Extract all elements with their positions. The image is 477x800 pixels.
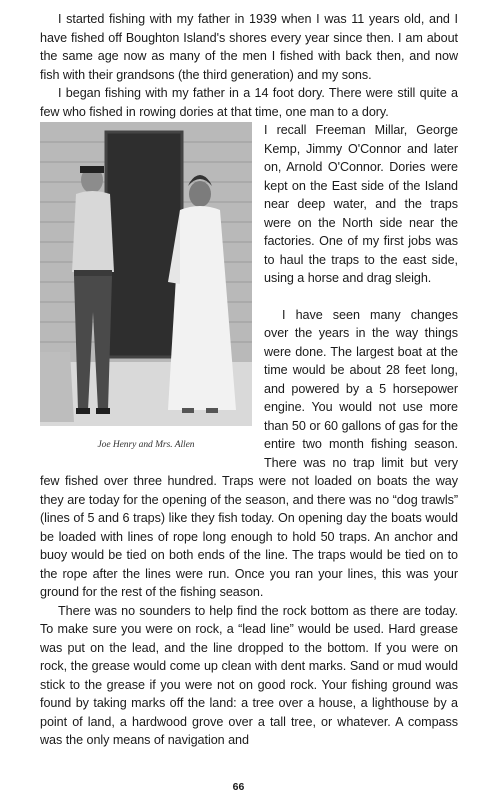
photo-figure (40, 122, 252, 456)
body-text (40, 10, 458, 750)
paragraph-2: I began fishing with my father in a 14 foot dory. There were still quite a few who fished in rowing dories at that time, one man to a dory. (40, 86, 458, 119)
page-number: 66 (232, 781, 245, 793)
photo-caption: Joe Henry and Mrs. Allen (97, 440, 195, 450)
paragraph-5: There was no sounders to help find the rock bottom as there are today. To make sure you were on rock, a “lead line” would be used. Hard grease was put on the lead, and the line dropped to the bottom. If you were on rock, the grease would come up clean with dent marks. Sand or mud would stick to the grease if you were not on good rock. Your fishing ground was found by taking marks off the land: a tree over a house, a lighthouse by a point of land, a hardwood grove over a tall tree, or whatever. A compass was the only means of navigation and (40, 603, 458, 747)
photograph-image (40, 122, 252, 426)
paragraph-3: I recall Freeman Millar, George Kemp, Jimmy O'Connor and later on, Arnold O'Connor. Dories were kept on the East side of the Island near deep water, and the traps were on the North side near the factories. One of my first jobs was to haul the traps to the east side, using a horse and drag sleigh. (264, 123, 458, 285)
paragraph-4: I have seen many changes over the years in the way things were done. The largest boat at the time would be about 28 feet long, and powered by a 5 horsepower engine. You would not use more than 50 or 60 gallons of gas for the entire two month fishing season. There was no trap limit but very few fished over three hundred. Traps were not loaded on boats the way they are today for the opening of the season, and there was no “dog trawls” (lines of 5 and 6 traps) like they fish today. On opening day the boats would be loaded with lines of rope long enough to hold 50 traps. An anchor and buoy would be tied on both ends of the line. The traps would be tied on to the rope after the lines were run. Once you ran your lines, this was your ground for the rest of the fishing season. (40, 307, 458, 599)
photo-joe-henry-mrs-allen (40, 122, 252, 426)
paragraph-1: I started fishing with my father in 1939 when I was 11 years old, and I have fished off Boughton Island's shores every year since then. I am about the same age now as many of the men I fished with back then, and now fish with their grandsons (the third generation) and my sons. (40, 12, 458, 82)
